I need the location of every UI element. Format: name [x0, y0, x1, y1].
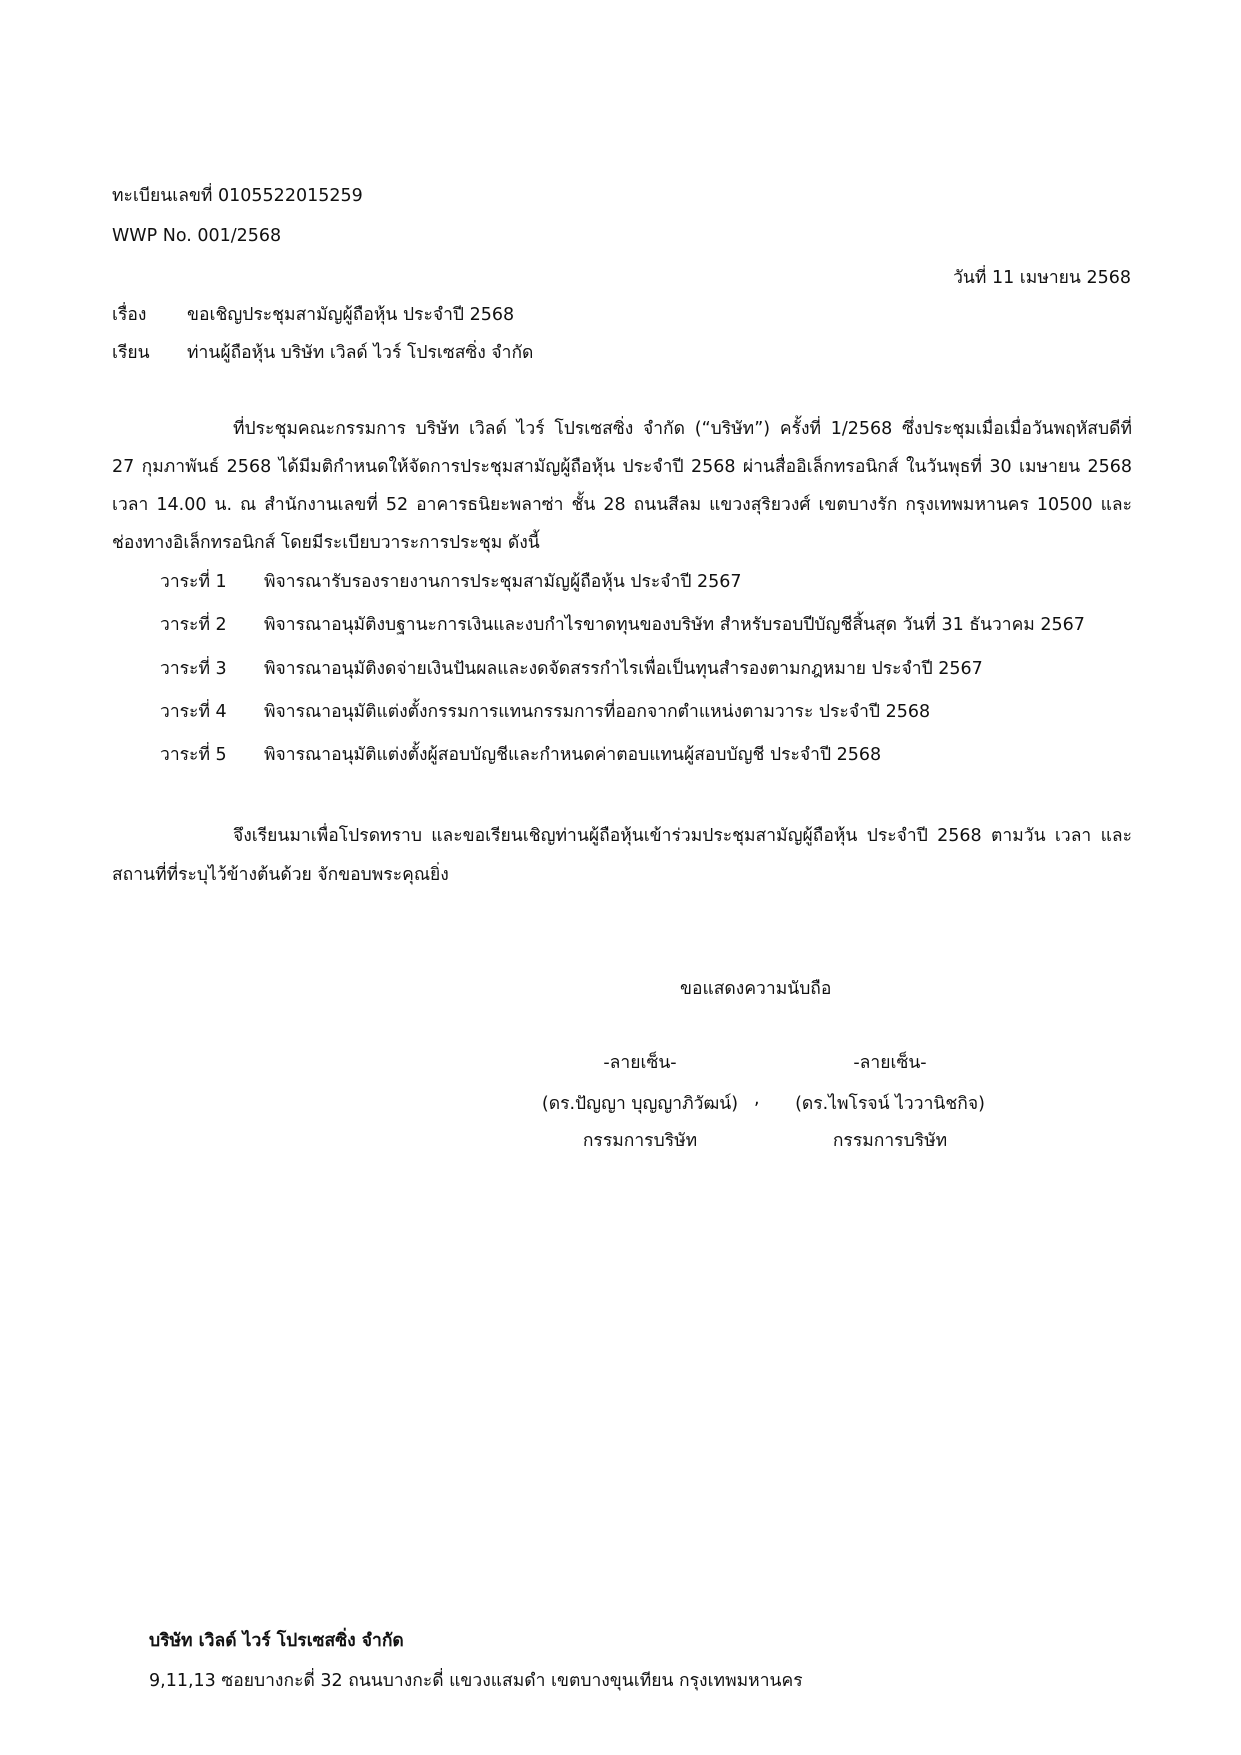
- signer-name-1: (ดร.ปัญญา บุญญาภิวัฒน์): [541, 1094, 739, 1114]
- paragraph-line: จึงเรียนมาเพื่อโปรดทราบ และขอเรียนเชิญท่านผู้ถือหุ้นเข้าร่วมประชุมสามัญผู้ถือหุ้น ประจำปี 2568 ตามวัน เวลา และ: [233, 826, 1132, 846]
- subject-label: เรื่อง: [112, 305, 147, 325]
- paragraph-line: 27 กุมภาพันธ์ 2568 ได้มีมติกำหนดให้จัดการประชุมสามัญผู้ถือหุ้น ประจำปี 2568 ผ่านสื่ออิเล็กทรอนิกส์ ในวันพุธที่ 30 เมษายน 2568: [112, 457, 1132, 477]
- agenda-item: [160, 697, 930, 725]
- letter-date: วันที่ 11 เมษายน 2568: [953, 268, 1131, 288]
- paragraph-line: ช่องทางอิเล็กทรอนิกส์ โดยมีระเบียบวาระการประชุม ดังนี้: [112, 533, 540, 553]
- footer-company-name: บริษัท เวิลด์ ไวร์ โปรเซสซิ่ง จำกัด: [149, 1631, 404, 1651]
- agenda-text: พิจารณาอนุมัติงบฐานะการเงินและงบกำไรขาดทุนของบริษัท สำหรับรอบปีบัญชีสิ้นสุด วันที่ 31 ธันวาคม 2567: [264, 615, 1085, 635]
- registration-number: ทะเบียนเลขที่ 0105522015259: [112, 186, 363, 206]
- signer-title-2: กรรมการบริษัท: [832, 1131, 948, 1151]
- agenda-item: [160, 610, 1085, 638]
- agenda-text: พิจารณาอนุมัติงดจ่ายเงินปันผลและงดจัดสรรกำไรเพื่อเป็นทุนสำรองตามกฎหมาย ประจำปี 2567: [264, 659, 983, 679]
- agenda-item: [160, 654, 983, 682]
- agenda-number: วาระที่ 3: [160, 659, 227, 679]
- agenda-number: วาระที่ 2: [160, 615, 227, 635]
- signature-2: -ลายเซ็น-: [853, 1053, 927, 1073]
- recipient-label: เรียน: [112, 343, 150, 363]
- agenda-number: วาระที่ 4: [160, 702, 227, 722]
- recipient-text: ท่านผู้ถือหุ้น บริษัท เวิลด์ ไวร์ โปรเซสซิ่ง จำกัด: [187, 343, 534, 363]
- signer-name-2: (ดร.ไพโรจน์ ไววานิชกิจ): [795, 1094, 985, 1114]
- footer-address: 9,11,13 ซอยบางกะดี่ 32 ถนนบางกะดี่ แขวงแสมดำ เขตบางขุนเทียน กรุงเทพมหานคร: [149, 1671, 803, 1691]
- agenda-item: [160, 567, 742, 595]
- signature-1: -ลายเซ็น-: [603, 1053, 677, 1073]
- agenda-item: [160, 740, 881, 768]
- agenda-text: พิจารณาอนุมัติแต่งตั้งผู้สอบบัญชีและกำหนดค่าตอบแทนผู้สอบบัญชี ประจำปี 2568: [264, 745, 882, 765]
- subject-text: ขอเชิญประชุมสามัญผู้ถือหุ้น ประจำปี 2568: [187, 305, 515, 325]
- agenda-number: วาระที่ 5: [160, 745, 227, 765]
- paragraph-line: ที่ประชุมคณะกรรมการ บริษัท เวิลด์ ไวร์ โปรเซสซิ่ง จำกัด (“บริษัท”) ครั้งที่ 1/2568 ซึ่งประชุมเมื่อเมื่อวันพฤหัสบดีที่: [233, 419, 1132, 439]
- paragraph-line: เวลา 14.00 น. ณ สำนักงานเลขที่ 52 อาคารธนิยะพลาซ่า ชั้น 28 ถนนสีลม แขวงสุริยวงศ์ เขตบางรัก กรุงเทพมหานคร 10500 และ: [112, 495, 1132, 515]
- paragraph-line: สถานที่ที่ระบุไว้ข้างต้นด้วย จักขอบพระคุณยิ่ง: [112, 865, 449, 885]
- agenda-text: พิจารณารับรองรายงานการประชุมสามัญผู้ถือหุ้น ประจำปี 2567: [264, 572, 742, 592]
- signer-title-1: กรรมการบริษัท: [582, 1131, 698, 1151]
- document-number: WWP No. 001/2568: [112, 226, 282, 246]
- regards-text: ขอแสดงความนับถือ: [680, 979, 832, 999]
- agenda-text: พิจารณาอนุมัติแต่งตั้งกรรมการแทนกรรมการที่ออกจากตำแหน่งตามวาระ ประจำปี 2568: [264, 702, 931, 722]
- signer-separator: ,: [754, 1089, 760, 1109]
- agenda-number: วาระที่ 1: [160, 572, 227, 592]
